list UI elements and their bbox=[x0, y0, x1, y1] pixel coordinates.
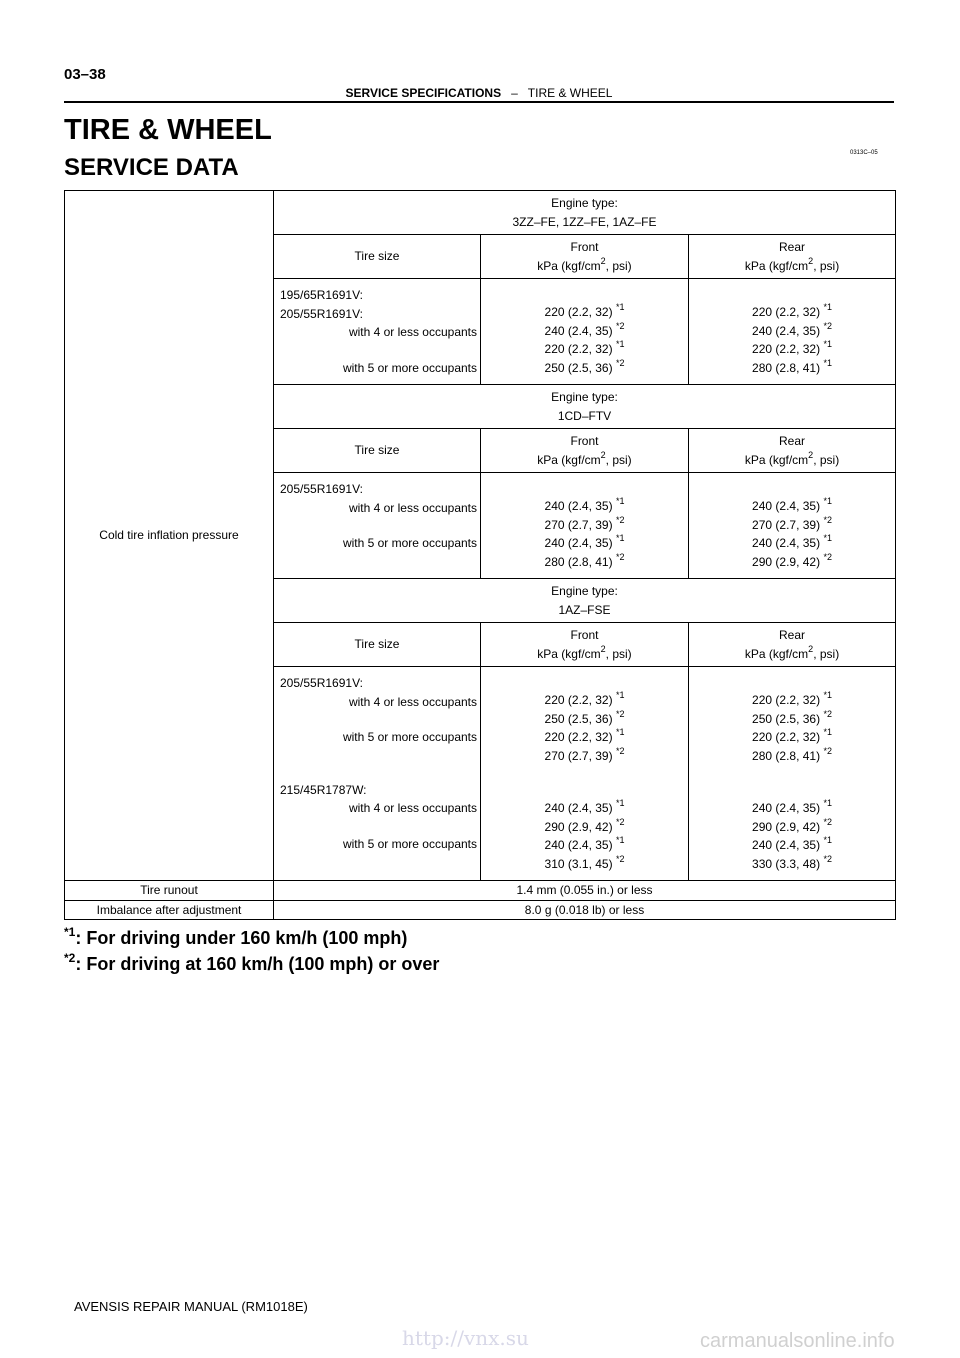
footnote-mark: *1 bbox=[823, 339, 832, 349]
unit-superscript: 2 bbox=[600, 255, 606, 266]
spacer bbox=[280, 818, 480, 835]
front-label: Front bbox=[570, 628, 599, 642]
occupant-condition: with 5 or more occupants bbox=[342, 360, 477, 375]
rear-label: Rear bbox=[779, 628, 806, 642]
rear-pressure-value: 220 (2.2, 32) $^{*1}$ bbox=[752, 339, 832, 356]
running-header bbox=[64, 85, 894, 103]
footnote-mark: *1 bbox=[823, 798, 832, 808]
front-header bbox=[481, 429, 689, 473]
footnote-mark: *2 bbox=[615, 708, 625, 719]
rear-values-cell bbox=[689, 473, 896, 579]
engine-type-label: Engine type: bbox=[551, 584, 618, 598]
spacer bbox=[689, 782, 895, 799]
rear-pressure-value: 240 (2.4, 35) $^{*2}$ bbox=[752, 320, 832, 338]
front-values-cell bbox=[481, 279, 689, 385]
engine-type-cell bbox=[274, 385, 896, 429]
tire-size-value: 215/45R1787W: bbox=[280, 782, 367, 797]
unit-label: kPa ($kgf/cm^2$, psi) bbox=[744, 643, 840, 661]
unit-superscript: 2 bbox=[808, 449, 814, 460]
spec-row bbox=[65, 900, 896, 920]
footnote-mark: *2 bbox=[615, 816, 625, 827]
front-pressure-value: 240 (2.4, 35) $^{*1}$ bbox=[544, 533, 625, 550]
footnote-mark: *2 bbox=[823, 514, 832, 525]
spacer bbox=[689, 480, 895, 497]
front-values-cell bbox=[481, 667, 689, 881]
tire-size-cell bbox=[274, 279, 481, 385]
engine-type-cell bbox=[274, 191, 896, 235]
spacer bbox=[689, 674, 895, 691]
footnote-mark: *2 bbox=[823, 320, 832, 331]
inflation-pressure-label: Cold tire inflation pressure bbox=[65, 191, 274, 881]
footnote-mark: *1 bbox=[823, 302, 832, 312]
footnote-mark: *1 bbox=[64, 925, 76, 939]
rear-header bbox=[689, 429, 896, 473]
section-title: SERVICE DATA bbox=[64, 154, 239, 181]
front-pressure-value: 270 (2.7, 39) $^{*2}$ bbox=[544, 514, 625, 532]
unit-superscript: 2 bbox=[600, 449, 606, 460]
engine-type-label: Engine type: bbox=[551, 196, 618, 210]
footnote-mark: *2 bbox=[823, 853, 832, 864]
front-label: Front bbox=[570, 434, 599, 448]
front-pressure-value: 220 (2.2, 32) $^{*1}$ bbox=[544, 727, 625, 744]
rear-pressure-value: 280 (2.8, 41) $^{*2}$ bbox=[752, 745, 832, 763]
footnote-mark: *2 bbox=[615, 320, 625, 331]
footnote-mark: *1 bbox=[615, 533, 625, 543]
engine-type-value: 3ZZ–FE, 1ZZ–FE, 1AZ–FE bbox=[512, 214, 657, 229]
tire-size-header: Tire size bbox=[274, 429, 481, 473]
spacer bbox=[689, 765, 895, 782]
footnote: $^{*1}$: For driving under 160 km/h (100 mph) bbox=[64, 925, 408, 948]
tire-size-header: Tire size bbox=[274, 623, 481, 667]
spec-label: Imbalance after adjustment bbox=[65, 900, 274, 920]
rear-pressure-value: 270 (2.7, 39) $^{*2}$ bbox=[752, 514, 832, 532]
footnote-mark: *2 bbox=[615, 357, 625, 368]
front-pressure-value: 220 (2.2, 32) $^{*1}$ bbox=[544, 690, 625, 707]
footnote-mark: *2 bbox=[64, 951, 76, 965]
spacer bbox=[481, 480, 688, 497]
footnote-mark: *1 bbox=[615, 496, 625, 506]
footnote-mark: *1 bbox=[615, 302, 625, 312]
front-pressure-value: 310 (3.1, 45) $^{*2}$ bbox=[544, 853, 625, 871]
spacer bbox=[280, 342, 480, 359]
footnote-mark: *1 bbox=[823, 835, 832, 845]
unit-label: kPa ($kgf/cm^2$, psi) bbox=[744, 255, 840, 273]
document-code: 0313C–05 bbox=[850, 150, 878, 156]
tire-size-value: 205/55R1691V: bbox=[280, 482, 363, 496]
occupant-condition: with 4 or less occupants bbox=[348, 801, 477, 815]
front-pressure-value: 220 (2.2, 32) $^{*1}$ bbox=[544, 339, 625, 356]
unit-superscript: 2 bbox=[808, 255, 814, 266]
footnote-mark: *1 bbox=[615, 727, 625, 737]
spacer bbox=[280, 517, 480, 534]
rear-values-cell bbox=[689, 667, 896, 881]
spacer bbox=[689, 286, 895, 303]
front-header bbox=[481, 235, 689, 279]
tire-size-value: 205/55R1691V: bbox=[280, 676, 363, 690]
footnote-mark: *1 bbox=[615, 690, 625, 700]
unit-label: kPa ($kgf/cm^2$, psi) bbox=[537, 449, 632, 467]
occupant-condition: with 5 or more occupants bbox=[342, 536, 477, 550]
footnote-mark: *1 bbox=[823, 357, 832, 368]
front-header bbox=[481, 623, 689, 667]
watermark-url: http://vnx.su bbox=[402, 1326, 529, 1350]
rear-pressure-value: 220 (2.2, 32) $^{*1}$ bbox=[752, 727, 832, 744]
front-pressure-value: 240 (2.4, 35) $^{*2}$ bbox=[544, 320, 625, 338]
footnote: $^{*2}$: For driving at 160 km/h (100 mph) or over bbox=[64, 951, 440, 974]
footnote-mark: *1 bbox=[615, 798, 625, 808]
rear-pressure-value: 220 (2.2, 32) $^{*1}$ bbox=[752, 302, 832, 319]
footnote-mark: *1 bbox=[823, 496, 832, 506]
engine-type-value: 1AZ–FSE bbox=[558, 602, 611, 617]
front-pressure-value: 240 (2.4, 35) $^{*1}$ bbox=[544, 496, 625, 513]
engine-type-value: 1CD–FTV bbox=[557, 408, 612, 423]
unit-superscript: 2 bbox=[600, 643, 606, 654]
footnote-mark: *1 bbox=[615, 835, 625, 845]
unit-superscript: 2 bbox=[808, 643, 814, 654]
tire-size-cell bbox=[274, 667, 481, 881]
rear-header bbox=[689, 235, 896, 279]
page-number: 03–38 bbox=[64, 66, 106, 83]
engine-type-label: Engine type: bbox=[551, 390, 618, 404]
footer-manual-name: AVENSIS REPAIR MANUAL (RM1018E) bbox=[74, 1299, 308, 1314]
footnote-mark: *1 bbox=[823, 533, 832, 543]
rear-label: Rear bbox=[779, 434, 806, 448]
header-topic: TIRE & WHEEL bbox=[527, 86, 613, 100]
page-title: TIRE & WHEEL bbox=[64, 114, 272, 146]
front-pressure-value: 240 (2.4, 35) $^{*1}$ bbox=[544, 835, 625, 852]
tire-size-value: 205/55R1691V: bbox=[280, 306, 363, 321]
tire-size-header: Tire size bbox=[274, 235, 481, 279]
occupant-condition: with 5 or more occupants bbox=[342, 730, 477, 744]
front-pressure-value: 250 (2.5, 36) $^{*2}$ bbox=[544, 357, 625, 375]
occupant-condition: with 4 or less occupants bbox=[348, 325, 477, 339]
rear-pressure-value: 280 (2.8, 41) $^{*1}$ bbox=[752, 357, 832, 375]
rear-pressure-value: 240 (2.4, 35) $^{*1}$ bbox=[752, 835, 832, 852]
front-values-cell bbox=[481, 473, 689, 579]
spacer bbox=[280, 747, 480, 764]
rear-header bbox=[689, 623, 896, 667]
rear-pressure-value: 250 (2.5, 36) $^{*2}$ bbox=[752, 708, 832, 726]
watermark-site: carmanualsonline.info bbox=[700, 1330, 895, 1352]
rear-pressure-value: 290 (2.9, 42) $^{*2}$ bbox=[752, 551, 832, 569]
front-pressure-value: 220 (2.2, 32) $^{*1}$ bbox=[544, 302, 625, 319]
footnote-mark: *1 bbox=[823, 690, 832, 700]
footnote-mark: *2 bbox=[615, 745, 625, 756]
footnote-mark: *1 bbox=[615, 339, 625, 349]
spec-value: 8.0 g (0.018 lb) or less bbox=[274, 900, 896, 920]
rear-pressure-value: 330 (3.3, 48) $^{*2}$ bbox=[752, 853, 832, 871]
footnote-mark: *2 bbox=[823, 816, 832, 827]
occupant-condition: with 4 or less occupants bbox=[348, 694, 477, 709]
footnote-mark: *2 bbox=[823, 551, 832, 562]
rear-pressure-value: 220 (2.2, 32) $^{*1}$ bbox=[752, 690, 832, 707]
rear-pressure-value: 290 (2.9, 42) $^{*2}$ bbox=[752, 816, 832, 834]
rear-pressure-value: 240 (2.4, 35) $^{*1}$ bbox=[752, 496, 832, 513]
occupant-condition: with 5 or more occupants bbox=[342, 836, 477, 851]
spacer bbox=[481, 782, 688, 799]
footnote-mark: *1 bbox=[823, 727, 832, 737]
front-pressure-value: 250 (2.5, 36) $^{*2}$ bbox=[544, 708, 625, 726]
spacer bbox=[280, 764, 480, 781]
rear-label: Rear bbox=[779, 240, 806, 254]
tire-size-cell bbox=[274, 473, 481, 579]
footnote-mark: *2 bbox=[615, 514, 625, 525]
rear-pressure-value: 240 (2.4, 35) $^{*1}$ bbox=[752, 533, 832, 550]
engine-row bbox=[65, 191, 896, 235]
spacer bbox=[481, 286, 688, 303]
front-pressure-value: 240 (2.4, 35) $^{*1}$ bbox=[544, 798, 625, 815]
spec-label: Tire runout bbox=[65, 881, 274, 901]
front-pressure-value: 270 (2.7, 39) $^{*2}$ bbox=[544, 745, 625, 763]
footnote-mark: *2 bbox=[615, 551, 625, 562]
header-section: SERVICE SPECIFICATIONS bbox=[345, 86, 502, 100]
spec-value: 1.4 mm (0.055 in.) or less bbox=[274, 881, 896, 901]
footnote-mark: *2 bbox=[823, 708, 832, 719]
service-data-table bbox=[64, 190, 896, 920]
front-pressure-value: 290 (2.9, 42) $^{*2}$ bbox=[544, 816, 625, 834]
occupant-condition: with 4 or less occupants bbox=[348, 500, 477, 515]
footnote-mark: *2 bbox=[823, 745, 832, 756]
unit-label: kPa ($kgf/cm^2$, psi) bbox=[744, 449, 840, 467]
header-separator: – bbox=[511, 86, 518, 100]
tire-size-value: 195/65R1691V: bbox=[280, 288, 363, 302]
unit-label: kPa ($kgf/cm^2$, psi) bbox=[537, 643, 632, 661]
spec-row bbox=[65, 881, 896, 901]
rear-values-cell bbox=[689, 279, 896, 385]
front-pressure-value: 280 (2.8, 41) $^{*2}$ bbox=[544, 551, 625, 569]
rear-pressure-value: 240 (2.4, 35) $^{*1}$ bbox=[752, 798, 832, 815]
spacer bbox=[481, 765, 688, 782]
unit-label: kPa ($kgf/cm^2$, psi) bbox=[537, 255, 632, 273]
spacer bbox=[280, 711, 480, 728]
spacer bbox=[481, 674, 688, 691]
footnote-mark: *2 bbox=[615, 853, 625, 864]
front-label: Front bbox=[570, 240, 599, 254]
engine-type-cell bbox=[274, 579, 896, 623]
